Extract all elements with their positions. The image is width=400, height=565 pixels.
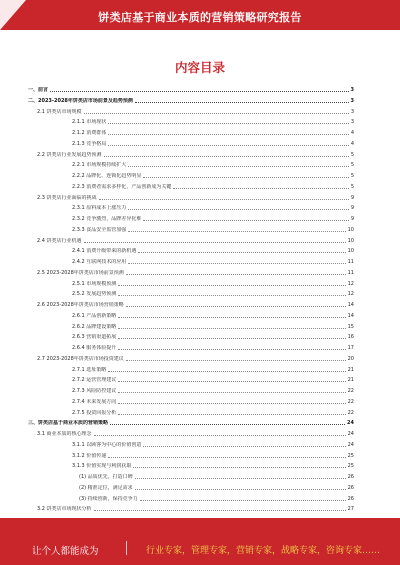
toc-dot-leader — [135, 489, 346, 490]
toc-entry-page: 27 — [347, 506, 354, 513]
toc-entry-page: 4 — [350, 130, 354, 136]
toc-entry[interactable] — [28, 150, 354, 158]
toc-entry-title: 一、前言 — [28, 87, 49, 93]
toc-dot-leader — [133, 467, 345, 468]
toc-entry-page: 9 — [350, 216, 354, 222]
toc-entry-title: 2.1.3 竞争格局 — [72, 140, 107, 147]
toc-entry-page: 5 — [350, 173, 354, 179]
toc-entry[interactable] — [28, 139, 354, 147]
toc-entry[interactable] — [28, 418, 354, 426]
toc-entry[interactable] — [28, 461, 354, 469]
toc-dot-leader — [118, 285, 345, 286]
toc-entry-title: 2.7.4 未来发展方向 — [72, 398, 117, 405]
toc-entry-title: 2.7.3 风险防控建议 — [72, 388, 117, 394]
toc-dot-leader — [118, 381, 345, 382]
toc-entry-title: 2.3.2 竞争激烈，品牌差异化难 — [72, 216, 142, 222]
toc-dot-leader — [128, 209, 349, 210]
toc-entry-title: 2.6.1 产品创新策略 — [72, 312, 117, 319]
toc-entry-page: 24 — [347, 431, 354, 437]
toc-dot-leader — [128, 166, 349, 167]
toc-dot-leader — [143, 177, 348, 178]
toc-entry-page: 9 — [350, 205, 354, 212]
toc-entry[interactable] — [28, 365, 354, 373]
toc-entry-page: 14 — [347, 302, 354, 308]
toc-entry[interactable] — [28, 494, 354, 502]
toc-entry[interactable] — [28, 193, 354, 201]
toc-entry-page: 22 — [347, 398, 354, 405]
toc-entry-title: 3.1.1 以顾客为中心的价值创造 — [72, 441, 142, 448]
toc-entry-page: 3 — [350, 108, 354, 115]
toc-entry-title: 2.5 2023-2028年饼类店市场前景预测 — [37, 269, 124, 276]
toc-dot-leader — [135, 478, 346, 479]
toc-entry-title: 2.2.2 品牌化、连锁化趋势明显 — [72, 173, 142, 179]
toc-dot-leader — [128, 263, 345, 264]
toc-entry[interactable] — [28, 289, 354, 297]
toc-entry[interactable] — [28, 300, 354, 308]
toc-dot-leader — [118, 392, 345, 393]
toc-dot-leader — [94, 510, 346, 511]
toc-entry-title: 3.1.3 价值实现与利润获取 — [72, 463, 132, 470]
toc-entry[interactable] — [28, 268, 354, 276]
toc-entry[interactable] — [28, 279, 354, 287]
toc-dot-leader — [143, 220, 348, 221]
toc-entry[interactable] — [28, 397, 354, 405]
toc-entry-title: 2.3 饼类店行业面临的挑战 — [37, 194, 97, 201]
toc-entry-page: 20 — [347, 355, 354, 362]
toc-entry-title: 2.2.3 消费者需求多样化，产品创新成为关键 — [72, 183, 172, 190]
toc-entry[interactable] — [28, 85, 354, 93]
toc-entry-page: 4 — [350, 140, 354, 147]
toc-entry-title: 2.2.1 市场规模持续扩大 — [72, 162, 127, 169]
toc-entry-page: 9 — [350, 194, 354, 201]
toc-entry-page: 21 — [347, 377, 354, 384]
footer-divider — [126, 541, 127, 555]
toc-dot-leader — [84, 113, 349, 114]
toc-dot-leader — [143, 446, 345, 447]
toc-entry[interactable] — [28, 408, 354, 416]
toc-dot-leader — [140, 500, 346, 501]
toc-entry-page: 12 — [347, 291, 354, 298]
toc-dot-leader — [118, 414, 345, 415]
toc-entry-title: 2.6.4 服务体验提升 — [72, 345, 117, 351]
toc-entry-title: 2.5.2 发展趋势预测 — [72, 291, 117, 298]
toc-entry-page: 10 — [347, 226, 354, 233]
toc-entry[interactable] — [28, 322, 354, 330]
toc-dot-leader — [84, 242, 346, 243]
toc-dot-leader — [118, 317, 345, 318]
toc-dot-leader — [118, 349, 345, 350]
toc-entry[interactable] — [28, 182, 354, 190]
toc-entry[interactable] — [28, 107, 354, 115]
toc-entry-title: (2) 精准定位，满足需求 — [79, 484, 133, 491]
toc-dot-leader — [126, 360, 346, 361]
toc-entry[interactable] — [28, 429, 354, 437]
toc-entry-title: 2.6.3 营销渠道拓展 — [72, 334, 117, 341]
toc-entry-title: 3.1 商业本质的核心理念 — [37, 431, 92, 437]
toc-entry-page: 5 — [350, 183, 354, 190]
toc-entry-page: 26 — [347, 474, 354, 480]
toc-dot-leader — [50, 91, 349, 92]
toc-entry-page: 3 — [350, 87, 354, 93]
toc-entry-title: 2.7 2023-2028年饼类店市场投资建议 — [37, 355, 124, 362]
toc-entry[interactable] — [28, 96, 354, 104]
toc-entry[interactable] — [28, 386, 354, 394]
toc-entry-page: 16 — [347, 334, 354, 341]
toc-entry-title: 3.1.2 价值传递 — [72, 452, 107, 459]
toc-entry[interactable] — [28, 128, 354, 136]
toc-entry-title: 二、2023-2028年饼类店市场前景及趋势预测 — [28, 97, 133, 104]
toc-entry-title: 2.1.1 市场现状 — [72, 119, 107, 126]
toc-entry[interactable] — [28, 203, 354, 211]
toc-entry-title: 2.1 饼类店市场规模 — [37, 108, 82, 115]
toc-entry[interactable] — [28, 225, 354, 233]
toc-entry[interactable] — [28, 246, 354, 254]
toc-entry-page: 10 — [347, 237, 354, 244]
toc-entry-page: 26 — [347, 484, 354, 491]
toc-entry-title: 2.7.1 选址策略 — [72, 366, 107, 373]
toc-dot-leader — [118, 328, 345, 329]
toc-entry-page: 25 — [347, 452, 354, 459]
footer-slogan-left: 让个人都能成为 — [32, 546, 99, 557]
toc-entry-page: 5 — [350, 162, 354, 169]
toc-entry-title: 2.4.2 互联网技术的应用 — [72, 259, 127, 265]
toc-entry[interactable] — [28, 483, 354, 491]
toc-entry[interactable] — [28, 257, 354, 265]
toc-entry-page: 24 — [347, 420, 354, 427]
toc-dot-leader — [108, 371, 345, 372]
toc-entry-title: 2.7.2 运营管理建议 — [72, 377, 117, 384]
toc-dot-leader — [108, 145, 349, 146]
toc-dot-leader — [118, 295, 345, 296]
toc-dot-leader — [126, 306, 346, 307]
page-header-bar — [0, 0, 400, 30]
toc-entry-title: 2.6.2 品牌建设策略 — [72, 323, 117, 330]
toc-entry-title: 2.7.5 投资回报分析 — [72, 409, 117, 416]
toc-entry[interactable] — [28, 332, 354, 340]
toc-entry-title: 2.1.2 消费群体 — [72, 130, 107, 136]
toc-entry-page: 5 — [350, 151, 354, 158]
toc-dot-leader — [110, 424, 345, 425]
toc-entry[interactable] — [28, 354, 354, 362]
toc-dot-leader — [99, 199, 349, 200]
toc-entry-page: 15 — [347, 323, 354, 330]
toc-entry-page: 14 — [347, 312, 354, 319]
toc-entry-title: (3) 持续创新，保持竞争力 — [79, 495, 138, 502]
toc-dot-leader — [135, 102, 349, 103]
toc-dot-leader — [128, 231, 345, 232]
toc-entry-title: 3.2 饼类店市场现状分析 — [37, 506, 92, 513]
toc-entry-title: 2.3.3 食品安全监管加强 — [72, 226, 127, 233]
toc-dot-leader — [104, 156, 349, 157]
toc-dot-leader — [108, 134, 349, 135]
toc-entry-page: 17 — [347, 345, 354, 351]
toc-entry[interactable] — [28, 117, 354, 125]
toc-entry-page: 24 — [347, 441, 354, 448]
toc-entry[interactable] — [28, 472, 354, 480]
toc-entry[interactable] — [28, 343, 354, 351]
page-footer-bar — [0, 518, 400, 565]
toc-entry[interactable] — [28, 214, 354, 222]
toc-entry-title: 2.4.1 消费升级带来的新机遇 — [72, 248, 137, 255]
toc-entry-page: 3 — [350, 119, 354, 126]
toc-entry-title: (1) 品质优先，打造口碑 — [79, 474, 133, 480]
toc-entry-title: 2.6 2023-2028年饼类店市场营销策略 — [37, 302, 124, 308]
toc-entry-page: 26 — [347, 495, 354, 502]
toc-entry-title: 2.5.1 市场规模预测 — [72, 280, 117, 287]
toc-entry-page: 22 — [347, 409, 354, 416]
toc-entry-page: 11 — [347, 259, 354, 265]
toc-entry-page: 25 — [347, 463, 354, 470]
toc-entry[interactable] — [28, 236, 354, 244]
toc-dot-leader — [118, 403, 345, 404]
toc-entry[interactable] — [28, 375, 354, 383]
toc-entry[interactable] — [28, 504, 354, 512]
toc-entry-title: 三、饼类店基于商业本质的营销策略 — [28, 420, 109, 427]
document-title: 饼类店基于商业本质的营销策略研究报告 — [98, 11, 302, 24]
toc-entry-page: 11 — [347, 269, 354, 276]
toc-entry-page: 21 — [347, 366, 354, 373]
toc-entry-page: 3 — [350, 97, 354, 104]
toc-entry-title: 2.4 饼类店行业机遇 — [37, 237, 82, 244]
toc-entry[interactable] — [28, 311, 354, 319]
toc-dot-leader — [118, 338, 345, 339]
toc-dot-leader — [173, 188, 348, 189]
toc-heading: 内容目录 — [174, 60, 225, 75]
toc-entry-page: 10 — [347, 248, 354, 255]
toc-entry[interactable] — [28, 171, 354, 179]
toc-entry-title: 2.3.1 原料成本上涨压力 — [72, 205, 127, 212]
toc-dot-leader — [108, 123, 349, 124]
toc-dot-leader — [138, 252, 345, 253]
toc-dot-leader — [94, 435, 346, 436]
toc-entry[interactable] — [28, 440, 354, 448]
toc-entry-title: 2.2 饼类店行业发展趋势预测 — [37, 151, 102, 158]
toc-entry-page: 22 — [347, 388, 354, 394]
toc-entry[interactable] — [28, 160, 354, 168]
toc-entry[interactable] — [28, 451, 354, 459]
toc-entry-page: 12 — [347, 280, 354, 287]
toc-dot-leader — [108, 457, 345, 458]
toc-dot-leader — [126, 274, 346, 275]
footer-slogan-right: 行业专家，管理专家，营销专家，战略专家，咨询专家…… — [146, 546, 381, 556]
